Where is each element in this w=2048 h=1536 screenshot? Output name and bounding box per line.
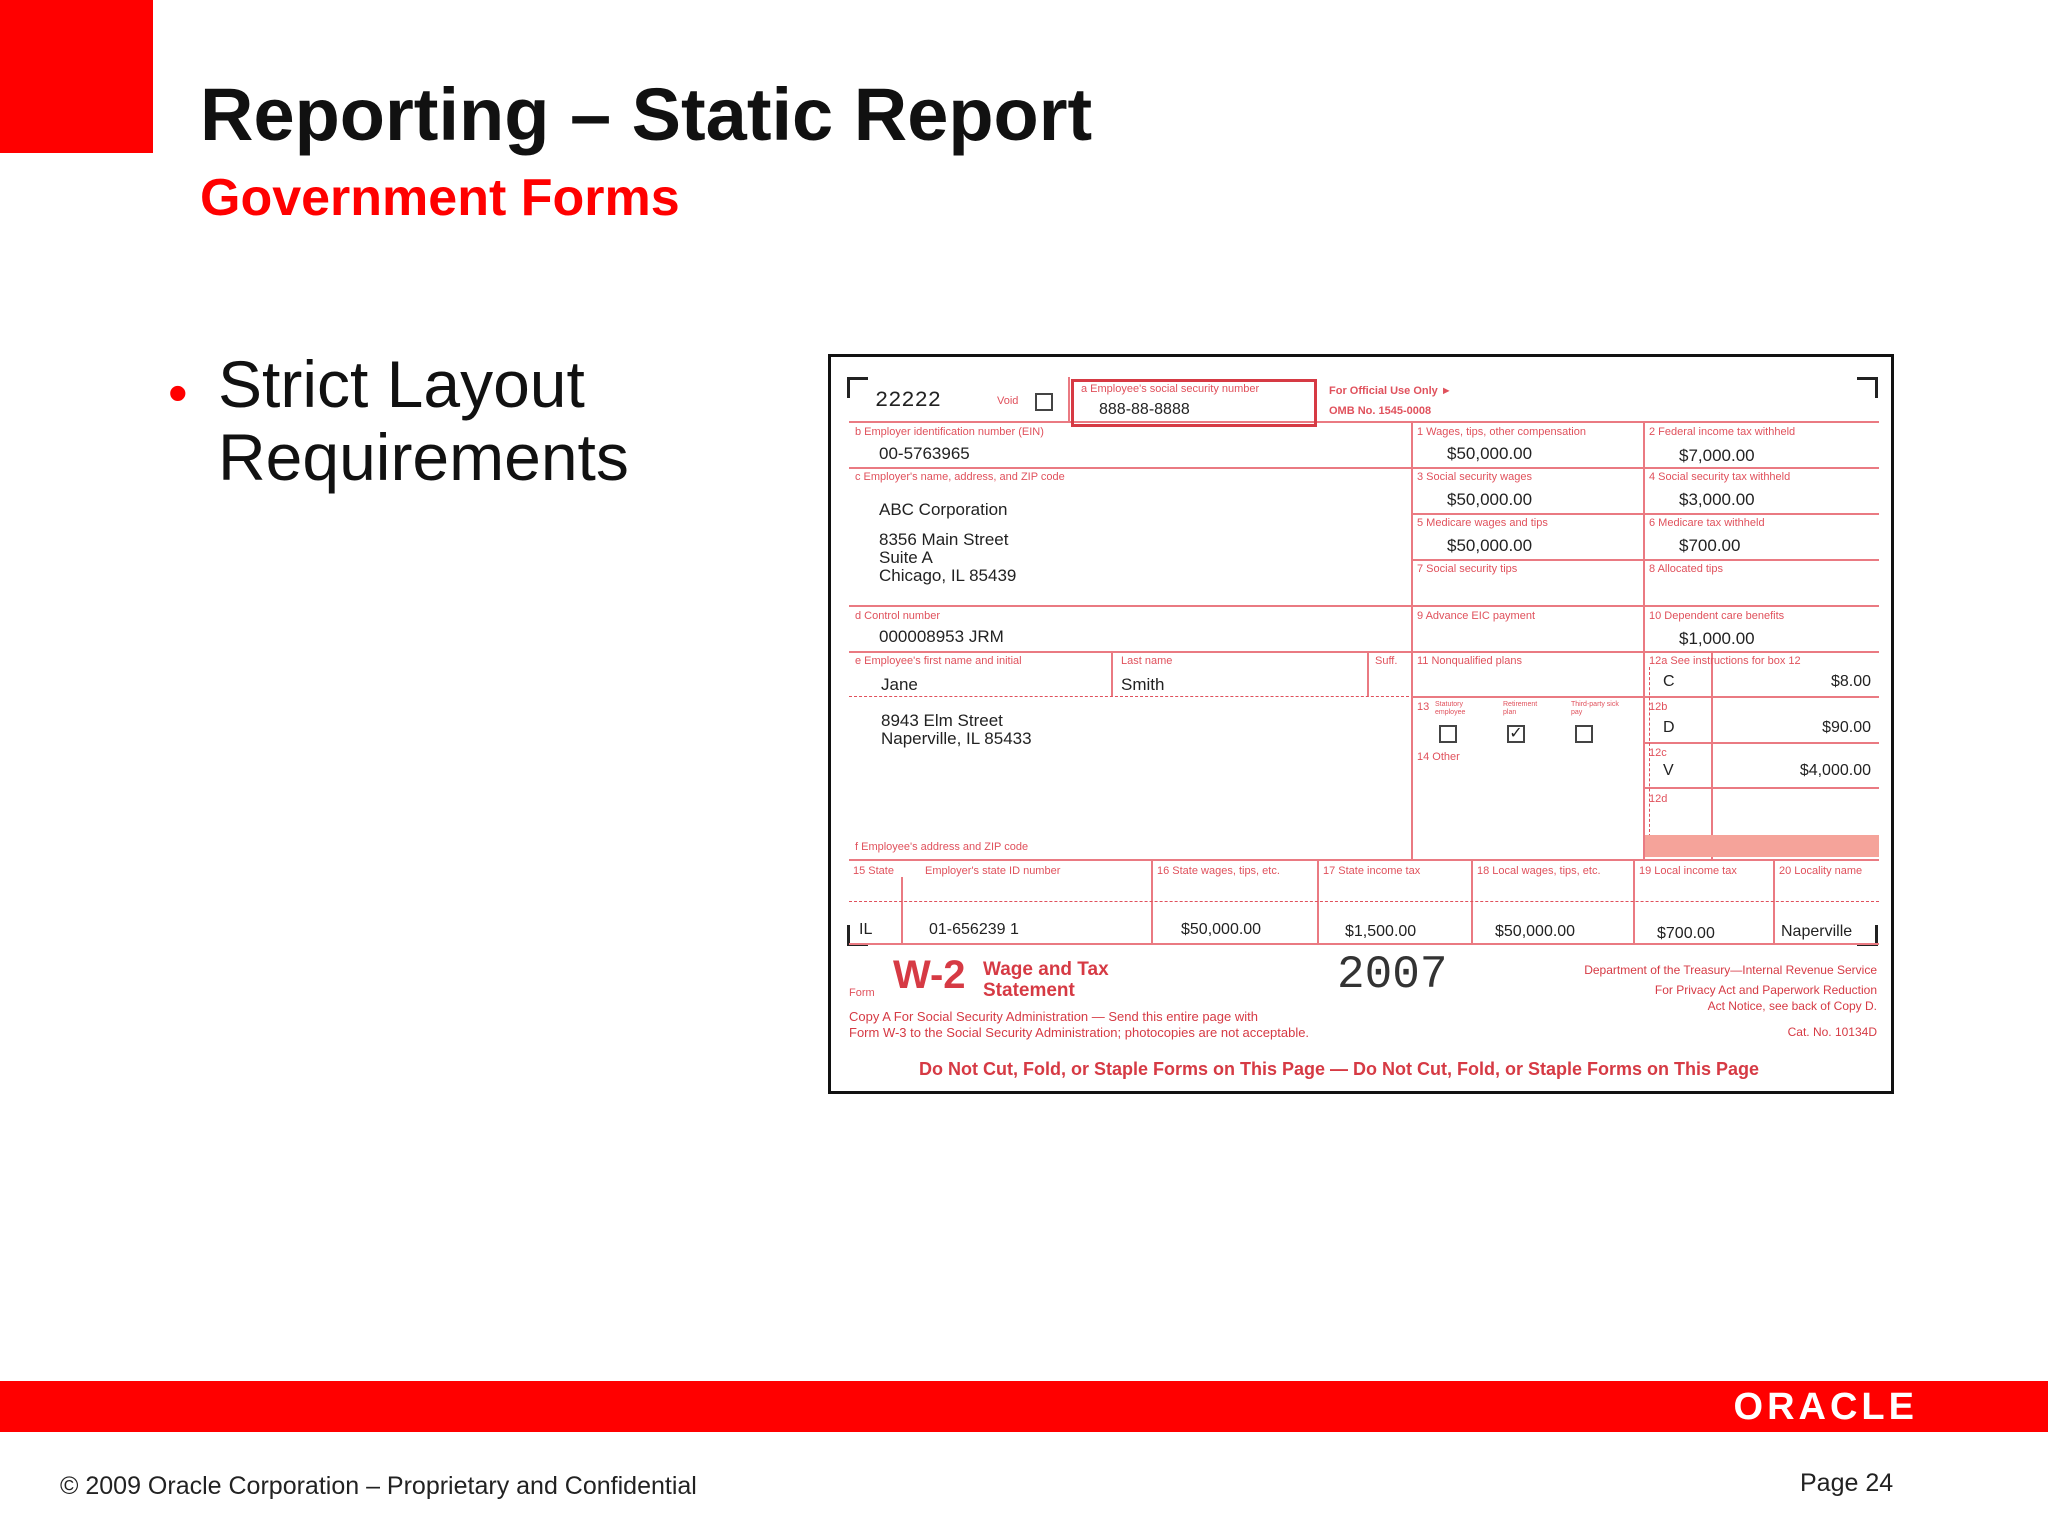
do-not-cut-notice: Do Not Cut, Fold, or Staple Forms on This Page — Do Not Cut, Fold, or Staple Forms on This Page (919, 1059, 1760, 1079)
box-4-label: 4 Social security tax withheld (1649, 471, 1791, 483)
box-15-label: 15 State (853, 865, 894, 877)
w2-form-image (828, 354, 1894, 1094)
box-5-value: $50,000.00 (1447, 536, 1533, 555)
box-13-retirement-label: Retirement plan (1503, 701, 1538, 716)
last-name-label: Last name (1121, 655, 1173, 667)
box-5-label: 5 Medicare wages and tips (1417, 517, 1548, 529)
third-party-sick-pay-checkbox (1575, 725, 1593, 743)
employer-city: Chicago, IL 85439 (879, 566, 1017, 585)
grid-line (1643, 742, 1879, 744)
box-2-value: $7,000.00 (1679, 446, 1755, 465)
grid-line (849, 859, 1879, 861)
retirement-plan-checkbox: ✓ (1507, 725, 1525, 743)
grid-line (849, 605, 1879, 607)
box-b-label: b Employer identification number (EIN) (855, 426, 1044, 438)
void-checkbox (1035, 393, 1053, 411)
box-9-label: 9 Advance EIC payment (1417, 610, 1536, 622)
grid-line (1411, 513, 1879, 515)
box-12d-label: 12d (1649, 793, 1668, 805)
box-1-label: 1 Wages, tips, other compensation (1417, 426, 1586, 438)
box-17-label: 17 State income tax (1323, 865, 1421, 877)
box-2-label: 2 Federal income tax withheld (1649, 426, 1796, 438)
dotted-divider (849, 696, 1409, 697)
grid-line (1711, 651, 1713, 859)
box-12c-code: V (1663, 762, 1674, 779)
box-18-label: 18 Local wages, tips, etc. (1477, 865, 1601, 877)
copy-a-line2: Form W-3 to the Social Security Administration; photocopies are not acceptable. (849, 1025, 1310, 1040)
employer-ein: 00-5763965 (879, 444, 970, 463)
box-10-value: $1,000.00 (1679, 629, 1755, 648)
statutory-employee-checkbox (1439, 725, 1457, 743)
box-20-label: 20 Locality name (1779, 865, 1863, 877)
suffix-label: Suff. (1375, 655, 1398, 667)
grid-line (1411, 421, 1413, 859)
box-e-label: e Employee's first name and initial (855, 655, 1022, 667)
bracket-top-left (847, 377, 868, 398)
box-1-value: $50,000.00 (1447, 444, 1533, 463)
box-12b-code: D (1663, 719, 1675, 736)
bracket-top-right (1857, 377, 1878, 398)
void-label: Void (997, 395, 1019, 407)
box-3-value: $50,000.00 (1447, 490, 1533, 509)
grid-line (1643, 787, 1879, 789)
state-id-value: 01-656239 1 (929, 921, 1019, 938)
grid-line (849, 467, 1879, 469)
control-number: 000008953 JRM (879, 627, 1004, 646)
slide-title: Reporting – Static Report (200, 73, 1093, 156)
grid-line (1068, 377, 1070, 421)
page-number: Page 24 (1800, 1469, 1894, 1497)
slide-subtitle: Government Forms (200, 169, 680, 227)
box-12a-code: C (1663, 673, 1675, 690)
form-word: Form (849, 987, 875, 999)
grid-line (1111, 651, 1113, 696)
box-c-label: c Employer's name, address, and ZIP code (855, 471, 1065, 483)
state-value: IL (859, 921, 873, 938)
ssn-value: 888-88-8888 (1099, 401, 1190, 418)
corner-accent-block (0, 0, 153, 153)
employer-name: ABC Corporation (879, 500, 1008, 519)
employee-city: Naperville, IL 85433 (881, 729, 1032, 748)
box-8-label: 8 Allocated tips (1649, 563, 1723, 575)
box-12c-value: $4,000.00 (1799, 762, 1871, 779)
box-17-value: $1,500.00 (1345, 923, 1417, 940)
omb-number: OMB No. 1545-0008 (1329, 405, 1432, 417)
box-6-label: 6 Medicare tax withheld (1649, 517, 1765, 529)
grid-line (1411, 559, 1879, 561)
irs-department: Department of the Treasury—Internal Revenue Service (1584, 963, 1877, 977)
employee-last-name: Smith (1121, 675, 1165, 694)
official-use-label: For Official Use Only ► (1329, 385, 1452, 397)
state-id-label: Employer's state ID number (925, 865, 1061, 877)
grid-line (901, 877, 903, 943)
box-19-value: $700.00 (1657, 925, 1715, 942)
grid-line (1643, 421, 1645, 859)
box-7-label: 7 Social security tips (1417, 563, 1518, 575)
grid-line (849, 421, 1879, 423)
box-11-label: 11 Nonqualified plans (1417, 655, 1522, 667)
privacy-notice-line2: Act Notice, see back of Copy D. (1707, 999, 1877, 1013)
employee-street: 8943 Elm Street (881, 711, 1003, 730)
box-16-value: $50,000.00 (1181, 921, 1262, 938)
dotted-divider (849, 901, 1879, 902)
box-4-value: $3,000.00 (1679, 490, 1755, 509)
box-d-label: d Control number (855, 610, 940, 622)
grid-line (849, 943, 1879, 945)
employer-street: 8356 Main Street (879, 530, 1009, 549)
employer-suite: Suite A (879, 548, 933, 567)
grid-line (849, 651, 1879, 653)
tax-year: 2007 (1337, 949, 1448, 1001)
copyright-notice: © 2009 Oracle Corporation – Proprietary and Confidential (60, 1472, 697, 1500)
bullet-text: Strict Layout Requirements (218, 347, 629, 494)
w2-form (831, 357, 1897, 1097)
form-code: 22222 (875, 388, 942, 413)
statement-title-line1: Wage and Tax (983, 959, 1109, 980)
privacy-notice-line1: For Privacy Act and Paperwork Reduction (1654, 983, 1877, 997)
form-name-w2: W-2 (893, 953, 966, 997)
box-18-value: $50,000.00 (1495, 923, 1576, 940)
box-13-label: 13 (1417, 701, 1430, 713)
box-12b-value: $90.00 (1822, 719, 1871, 736)
box-f-label: f Employee's address and ZIP code (855, 841, 1029, 853)
catalog-number: Cat. No. 10134D (1787, 1025, 1877, 1039)
box-12c-label: 12c (1649, 747, 1667, 759)
box-13-sickpay-label: Third-party sick pay (1571, 701, 1619, 716)
employee-first-name: Jane (881, 675, 918, 694)
box-12a-label: 12a See instructions for box 12 (1649, 655, 1801, 667)
box-6-value: $700.00 (1679, 536, 1741, 555)
box-16-label: 16 State wages, tips, etc. (1157, 865, 1280, 877)
box-12a-value: $8.00 (1830, 673, 1871, 690)
oracle-logo: ORACLE (1733, 1386, 1918, 1428)
box-13-statutory-label: Statutory employee (1435, 701, 1466, 716)
box-20-value: Naperville (1781, 923, 1853, 940)
copy-a-line1: Copy A For Social Security Administration — Send this entire page with (849, 1009, 1258, 1024)
box-10-label: 10 Dependent care benefits (1649, 610, 1785, 622)
box-19-label: 19 Local income tax (1639, 865, 1737, 877)
box-12d-shaded-area (1645, 835, 1879, 857)
grid-line (1367, 651, 1369, 696)
grid-line (1411, 696, 1879, 698)
ssn-label: a Employee's social security number (1081, 383, 1260, 395)
box-12b-label: 12b (1649, 701, 1668, 713)
statement-title-line2: Statement (983, 980, 1075, 1001)
box-14-label: 14 Other (1417, 751, 1460, 763)
bullet-icon: • (168, 361, 188, 424)
box-3-label: 3 Social security wages (1417, 471, 1532, 483)
